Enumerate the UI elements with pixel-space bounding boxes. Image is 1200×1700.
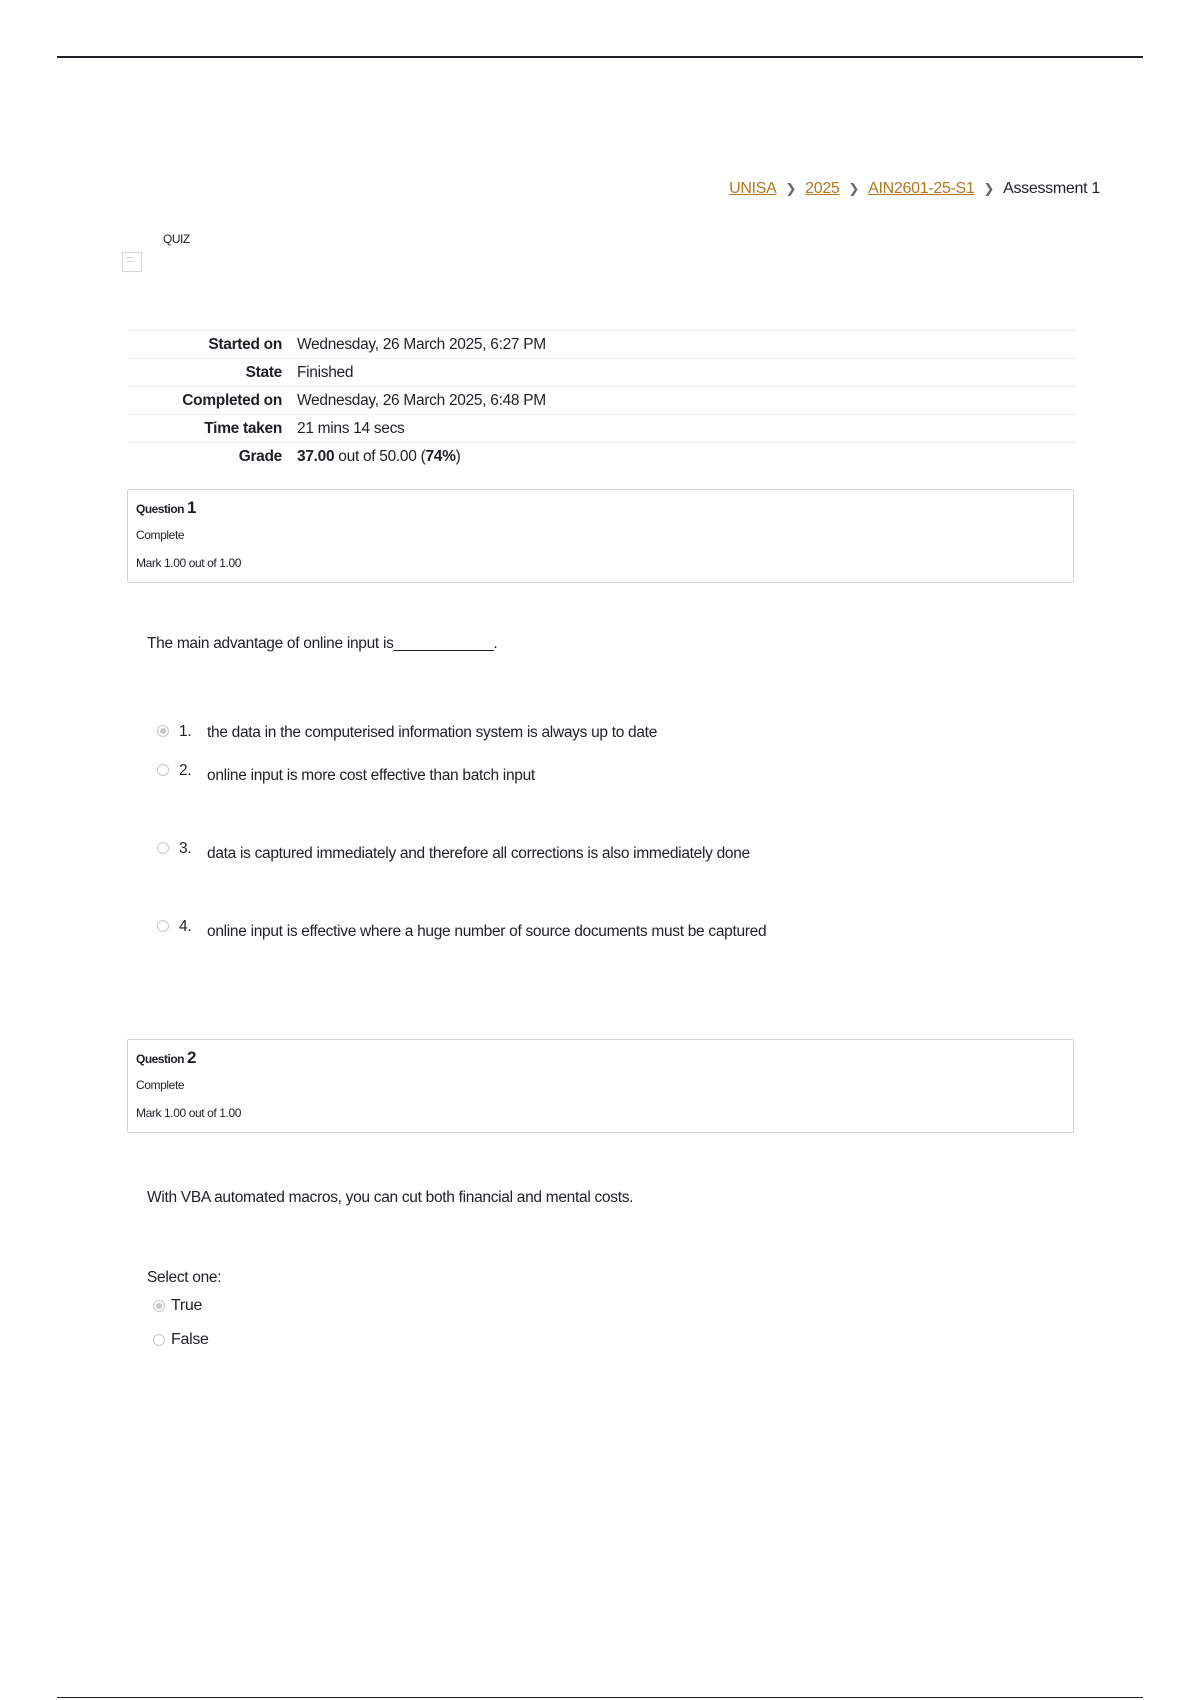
state-value: Finished xyxy=(297,359,1077,387)
question-2-option-false[interactable] xyxy=(153,1331,209,1349)
option-text: False xyxy=(171,1331,209,1348)
question-1-text: The main advantage of online input is____________. xyxy=(147,635,498,652)
option-text: online input is effective where a huge number of source documents must be captured xyxy=(207,923,767,940)
radio-unselected[interactable] xyxy=(157,842,169,854)
option-index: 2. xyxy=(179,762,192,779)
option-index: 4. xyxy=(179,918,192,935)
grade-value xyxy=(297,443,1077,471)
question-2-state: Complete xyxy=(136,1078,185,1092)
question-label: Question xyxy=(136,502,185,516)
option-index: 1. xyxy=(179,723,192,740)
option-text: data is captured immediately and therefore all corrections is also immediately done xyxy=(207,845,750,862)
question-1-state: Complete xyxy=(136,528,185,542)
grade-out-of: out of 50.00 ( xyxy=(334,447,426,465)
breadcrumb-current: Assessment 1 xyxy=(1003,180,1100,197)
summary-row-started xyxy=(127,331,1077,359)
summary-row-state xyxy=(127,359,1077,387)
grade-close: ) xyxy=(455,447,461,465)
completed-on-value: Wednesday, 26 March 2025, 6:48 PM xyxy=(297,387,1077,415)
radio-unselected[interactable] xyxy=(153,1334,165,1346)
summary-row-completed xyxy=(127,387,1077,415)
state-label: State xyxy=(127,359,297,387)
grade-score: 37.00 xyxy=(297,447,335,465)
question-1-option-2[interactable] xyxy=(157,762,535,785)
grade-label: Grade xyxy=(127,443,297,471)
chevron-right-icon: ❯ xyxy=(983,181,995,196)
question-2-option-true[interactable] xyxy=(153,1297,202,1315)
question-number: 2 xyxy=(187,1048,196,1067)
completed-on-label: Completed on xyxy=(127,387,297,415)
question-label: Question xyxy=(136,1052,185,1066)
breadcrumb-link-unisa[interactable]: UNISA xyxy=(729,180,777,197)
attempt-summary-table xyxy=(127,330,1077,470)
breadcrumb-link-year[interactable]: 2025 xyxy=(805,180,840,197)
radio-unselected[interactable] xyxy=(157,764,169,776)
radio-selected[interactable] xyxy=(157,725,169,737)
option-text: online input is more cost effective than batch input xyxy=(207,767,535,784)
question-1-info xyxy=(127,489,1074,583)
question-1-option-4[interactable] xyxy=(157,918,766,941)
question-2-text: With VBA automated macros, you can cut both financial and mental costs. xyxy=(147,1189,634,1206)
quiz-icon xyxy=(122,252,142,272)
summary-row-grade xyxy=(127,443,1077,471)
summary-row-time xyxy=(127,415,1077,443)
question-1-mark: Mark 1.00 out of 1.00 xyxy=(136,556,242,570)
question-2-mark: Mark 1.00 out of 1.00 xyxy=(136,1106,242,1120)
page-bottom-rule xyxy=(57,1697,1143,1698)
question-1-number xyxy=(136,498,1065,518)
breadcrumb-link-course[interactable]: AIN2601-25-S1 xyxy=(868,180,975,197)
option-text: True xyxy=(171,1297,203,1314)
time-taken-value: 21 mins 14 secs xyxy=(297,415,1077,443)
chevron-right-icon: ❯ xyxy=(848,181,860,196)
radio-unselected[interactable] xyxy=(157,920,169,932)
grade-percent: 74% xyxy=(425,447,456,465)
started-on-value: Wednesday, 26 March 2025, 6:27 PM xyxy=(297,331,1077,359)
question-1-option-3[interactable] xyxy=(157,840,750,863)
option-index: 3. xyxy=(179,840,192,857)
breadcrumb xyxy=(729,180,1100,198)
question-1-option-1[interactable] xyxy=(157,723,657,742)
option-text: the data in the computerised information system is always up to date xyxy=(207,724,658,741)
radio-selected[interactable] xyxy=(153,1300,165,1312)
time-taken-label: Time taken xyxy=(127,415,297,443)
question-number: 1 xyxy=(187,498,196,517)
question-2-info xyxy=(127,1039,1074,1133)
question-2-number xyxy=(136,1048,1065,1068)
page-top-rule xyxy=(57,56,1143,58)
activity-type-label: QUIZ xyxy=(163,232,190,246)
select-one-prompt: Select one: xyxy=(147,1269,222,1286)
chevron-right-icon: ❯ xyxy=(785,181,797,196)
started-on-label: Started on xyxy=(127,331,297,359)
